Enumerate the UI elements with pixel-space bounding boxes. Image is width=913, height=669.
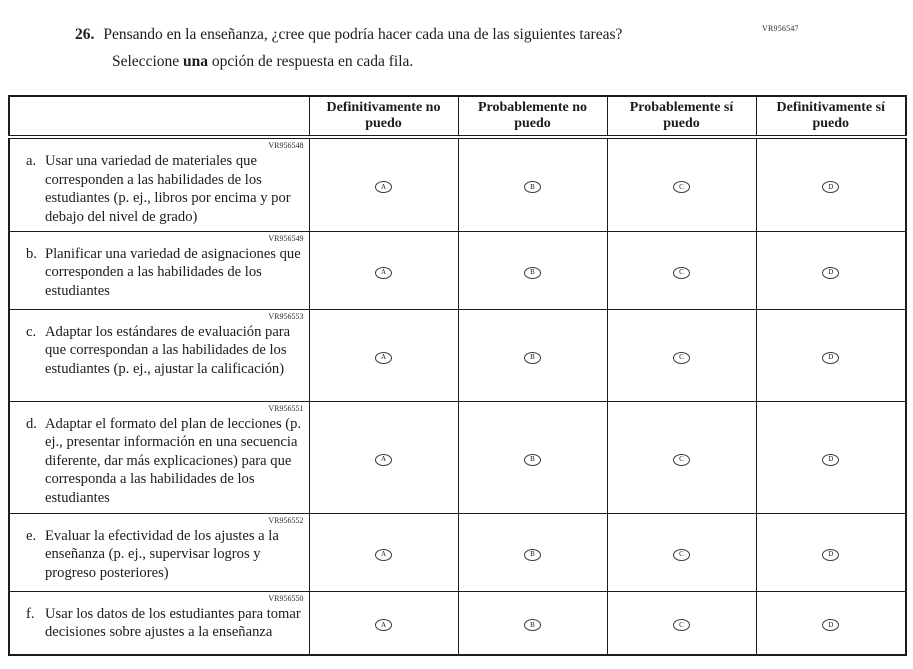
item-text-c: Adaptar los estándares de evaluación para que correspondan a las habilidades de los estudiantes (p. ej., ajustar la calificación) <box>45 323 291 377</box>
option-cell-e1 <box>309 513 458 591</box>
option-bubble-f-D[interactable]: D <box>822 619 839 631</box>
table-row-c <box>9 309 906 401</box>
option-bubble-b-A[interactable]: A <box>375 267 392 279</box>
item-text-d: Adaptar el formato del plan de lecciones (p. ej., presentar información en una secuencia diferente, dar más explicaciones) para que corresponda a las habilidades de los estudiantes <box>45 415 302 506</box>
option-cell-c1 <box>309 309 458 401</box>
option-cell-a1 <box>309 137 458 231</box>
item-letter-f: f. <box>26 605 35 622</box>
option-bubble-e-B[interactable]: B <box>524 549 541 561</box>
stem-cell-a <box>9 137 309 231</box>
option-bubble-b-D[interactable]: D <box>822 267 839 279</box>
row-code-d: VR956551 <box>268 403 304 413</box>
item-text-b: Planificar una variedad de asignaciones que corresponden a las habilidades de los estudiantes <box>45 245 301 299</box>
header-col-definitivamente-no: Definitivamente no puedo <box>309 96 458 137</box>
option-bubble-a-A[interactable]: A <box>375 181 392 193</box>
item-text-a: Usar una variedad de materiales que corresponden a las habilidades de los estudiantes (p. ej., libros por encima y por debajo del nivel de grado) <box>45 153 291 225</box>
table-row-a <box>9 137 906 231</box>
stem-cell-f <box>9 591 309 655</box>
instruction-bold-word: una <box>183 53 209 71</box>
option-bubble-a-B[interactable]: B <box>524 181 541 193</box>
option-cell-b3 <box>607 231 756 309</box>
option-cell-f4 <box>756 591 906 655</box>
option-bubble-e-C[interactable]: C <box>673 549 690 561</box>
option-cell-e3 <box>607 513 756 591</box>
option-cell-a2 <box>458 137 607 231</box>
item-letter-e: e. <box>26 527 37 544</box>
option-cell-b2 <box>458 231 607 309</box>
stem-cell-c <box>9 309 309 401</box>
item-letter-a: a. <box>26 153 37 169</box>
question-number: 26. <box>75 26 95 43</box>
table-row-b <box>9 231 906 309</box>
option-bubble-f-C[interactable]: C <box>673 619 690 631</box>
option-bubble-b-C[interactable]: C <box>673 267 690 279</box>
option-cell-f3 <box>607 591 756 655</box>
option-bubble-d-C[interactable]: C <box>673 454 690 466</box>
table-row-e <box>9 513 906 591</box>
option-cell-f1 <box>309 591 458 655</box>
option-cell-e2 <box>458 513 607 591</box>
option-cell-c4 <box>756 309 906 401</box>
item-text-e: Evaluar la efectividad de los ajustes a la enseñanza (p. ej., supervisar logros y progreso posteriores) <box>45 527 279 581</box>
row-code-b: VR956549 <box>268 233 304 243</box>
instruction-suffix: opción de respuesta en cada fila. <box>208 53 414 71</box>
question-text: Pensando en la enseñanza, ¿cree que podría hacer cada una de las siguientes tareas? <box>103 26 623 43</box>
form-code: VR956547 <box>762 24 799 33</box>
option-cell-c3 <box>607 309 756 401</box>
question-block <box>75 25 795 71</box>
row-code-a: VR956548 <box>268 141 304 150</box>
option-cell-b4 <box>756 231 906 309</box>
row-code-f: VR956550 <box>268 593 304 603</box>
option-cell-d2 <box>458 401 607 513</box>
stem-cell-e <box>9 513 309 591</box>
option-bubble-d-B[interactable]: B <box>524 454 541 466</box>
option-cell-f2 <box>458 591 607 655</box>
stem-cell-d <box>9 401 309 513</box>
option-bubble-c-A[interactable]: A <box>375 352 392 364</box>
response-matrix-table <box>8 95 907 656</box>
option-cell-c2 <box>458 309 607 401</box>
option-bubble-e-A[interactable]: A <box>375 549 392 561</box>
option-cell-d1 <box>309 401 458 513</box>
table-row-d <box>9 401 906 513</box>
option-cell-a4 <box>756 137 906 231</box>
table-row-f <box>9 591 906 655</box>
row-code-c: VR956553 <box>268 311 304 321</box>
instruction-prefix: Seleccione <box>112 53 184 71</box>
item-letter-d: d. <box>26 415 37 432</box>
option-bubble-a-C[interactable]: C <box>673 181 690 193</box>
option-bubble-c-D[interactable]: D <box>822 352 839 364</box>
option-bubble-f-A[interactable]: A <box>375 619 392 631</box>
option-bubble-d-A[interactable]: A <box>375 454 392 466</box>
option-bubble-a-D[interactable]: D <box>822 181 839 193</box>
header-col-probablemente-si: Probablemente sí puedo <box>607 96 756 137</box>
option-cell-b1 <box>309 231 458 309</box>
option-cell-e4 <box>756 513 906 591</box>
question-line <box>75 25 795 44</box>
option-bubble-d-D[interactable]: D <box>822 454 839 466</box>
option-cell-a3 <box>607 137 756 231</box>
row-code-e: VR956552 <box>268 515 304 525</box>
header-empty-cell <box>9 96 309 137</box>
option-cell-d3 <box>607 401 756 513</box>
item-text-f: Usar los datos de los estudiantes para tomar decisiones sobre ajustes a la enseñanza <box>45 605 301 641</box>
question-instruction <box>75 53 795 71</box>
option-bubble-b-B[interactable]: B <box>524 267 541 279</box>
header-col-probablemente-no: Probablemente no puedo <box>458 96 607 137</box>
option-bubble-f-B[interactable]: B <box>524 619 541 631</box>
option-cell-d4 <box>756 401 906 513</box>
item-letter-c: c. <box>26 323 37 340</box>
option-bubble-e-D[interactable]: D <box>822 549 839 561</box>
stem-cell-b <box>9 231 309 309</box>
table-header-row <box>9 96 906 137</box>
option-bubble-c-B[interactable]: B <box>524 352 541 364</box>
option-bubble-c-C[interactable]: C <box>673 352 690 364</box>
item-letter-b: b. <box>26 245 37 262</box>
header-col-definitivamente-si: Definitivamente sí puedo <box>756 96 906 137</box>
